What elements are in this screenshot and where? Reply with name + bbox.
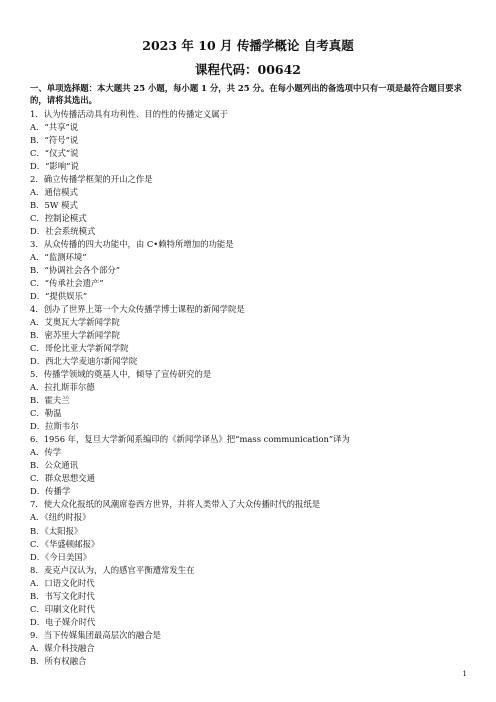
text-line: D．西北大学麦迪尔新闻学院 <box>30 356 138 367</box>
course-code: 课程代码：00642 <box>195 62 301 77</box>
text-line: C．《华盛顿邮报》 <box>30 538 100 549</box>
text-line: 4．创办了世界上第一个大众传播学博士课程的新闻学院是 <box>30 304 245 315</box>
section-heading: 一、单项选择题：本大题共 25 小题，每小题 1 分，共 25 分。在每小题列出的备选项中只有一项是最符合题目要求的，请将其选出。 <box>30 83 462 106</box>
text-line: A．《纽约时报》 <box>30 512 91 523</box>
text-line: B．书写文化时代 <box>30 590 95 601</box>
text-line: A．通信模式 <box>30 187 78 198</box>
text-line: B．《太阳报》 <box>30 525 83 536</box>
text-line: A．传学 <box>30 447 62 458</box>
text-line: B．霍夫兰 <box>30 395 70 406</box>
text-line: C．控制论模式 <box>30 213 87 224</box>
text-line: D．“提供娱乐” <box>30 291 88 302</box>
text-line: D．电子媒介时代 <box>30 616 96 627</box>
text-line: B．“符号”说 <box>30 135 79 146</box>
text-line: A．媒介科技融合 <box>30 642 95 653</box>
text-line: D．社会系统模式 <box>30 226 96 237</box>
text-line: D．拉斯韦尔 <box>30 421 79 432</box>
text-line: 9．当下传媒集团最高层次的融合是 <box>30 629 161 640</box>
text-line: 1．认为传播活动具有功利性、目的性的传播定义属于 <box>30 109 228 119</box>
text-line: B．“协调社会各个部分” <box>30 265 121 276</box>
text-line: A．“监测环境” <box>30 252 87 263</box>
text-line: 5．传播学领域的奠基人中，倾导了宣传研究的是 <box>30 369 212 380</box>
text-line: C．哥伦比亚大学新闻学院 <box>30 343 129 354</box>
text-line: A．口语文化时代 <box>30 577 95 588</box>
text-line: D．“影响”说 <box>30 161 79 172</box>
text-line: 2．确立传播学框架的开山之作是 <box>30 174 153 185</box>
text-line: 3．从众传播的四大功能中，由 C•赖特所增加的功能是 <box>30 239 234 250</box>
text-line: C．印刷文化时代 <box>30 603 96 614</box>
page-title: 2023 年 10 月 传播学概论 自考真题 <box>142 38 354 53</box>
text-line: B．公众通讯 <box>30 460 79 471</box>
text-line: C．“仪式”说 <box>30 148 79 159</box>
text-line: A．“共享”说 <box>30 122 79 133</box>
text-line: C．勒温 <box>30 408 62 419</box>
question-list <box>30 108 470 668</box>
text-line: D．传播学 <box>30 486 71 497</box>
page-number: 1 <box>462 670 467 678</box>
text-line: A．艾奥瓦大学新闻学院 <box>30 317 120 328</box>
text-line: B．密苏里大学新闻学院 <box>30 330 120 341</box>
text-line: A．拉扎斯菲尔德 <box>30 382 95 393</box>
text-line: 6．1956 年，复旦大学新闻系编印的《新闻学译丛》把“mass communication”译为 <box>30 434 350 445</box>
text-line: 8．麦克卢汉认为，人的感官平衡遭常发生在 <box>30 564 195 575</box>
text-line: 7．使大众化报纸的风潮席卷西方世界，并将人类带入了大众传播时代的报纸是 <box>30 499 321 510</box>
text-line: D．《今日美国》 <box>30 551 92 562</box>
text-line: C．群众思想交通 <box>30 473 96 484</box>
text-line: B．5W 模式 <box>30 200 78 211</box>
text-line: C．“传承社会遗产” <box>30 278 104 289</box>
text-line: B．所有权融合 <box>30 655 87 666</box>
